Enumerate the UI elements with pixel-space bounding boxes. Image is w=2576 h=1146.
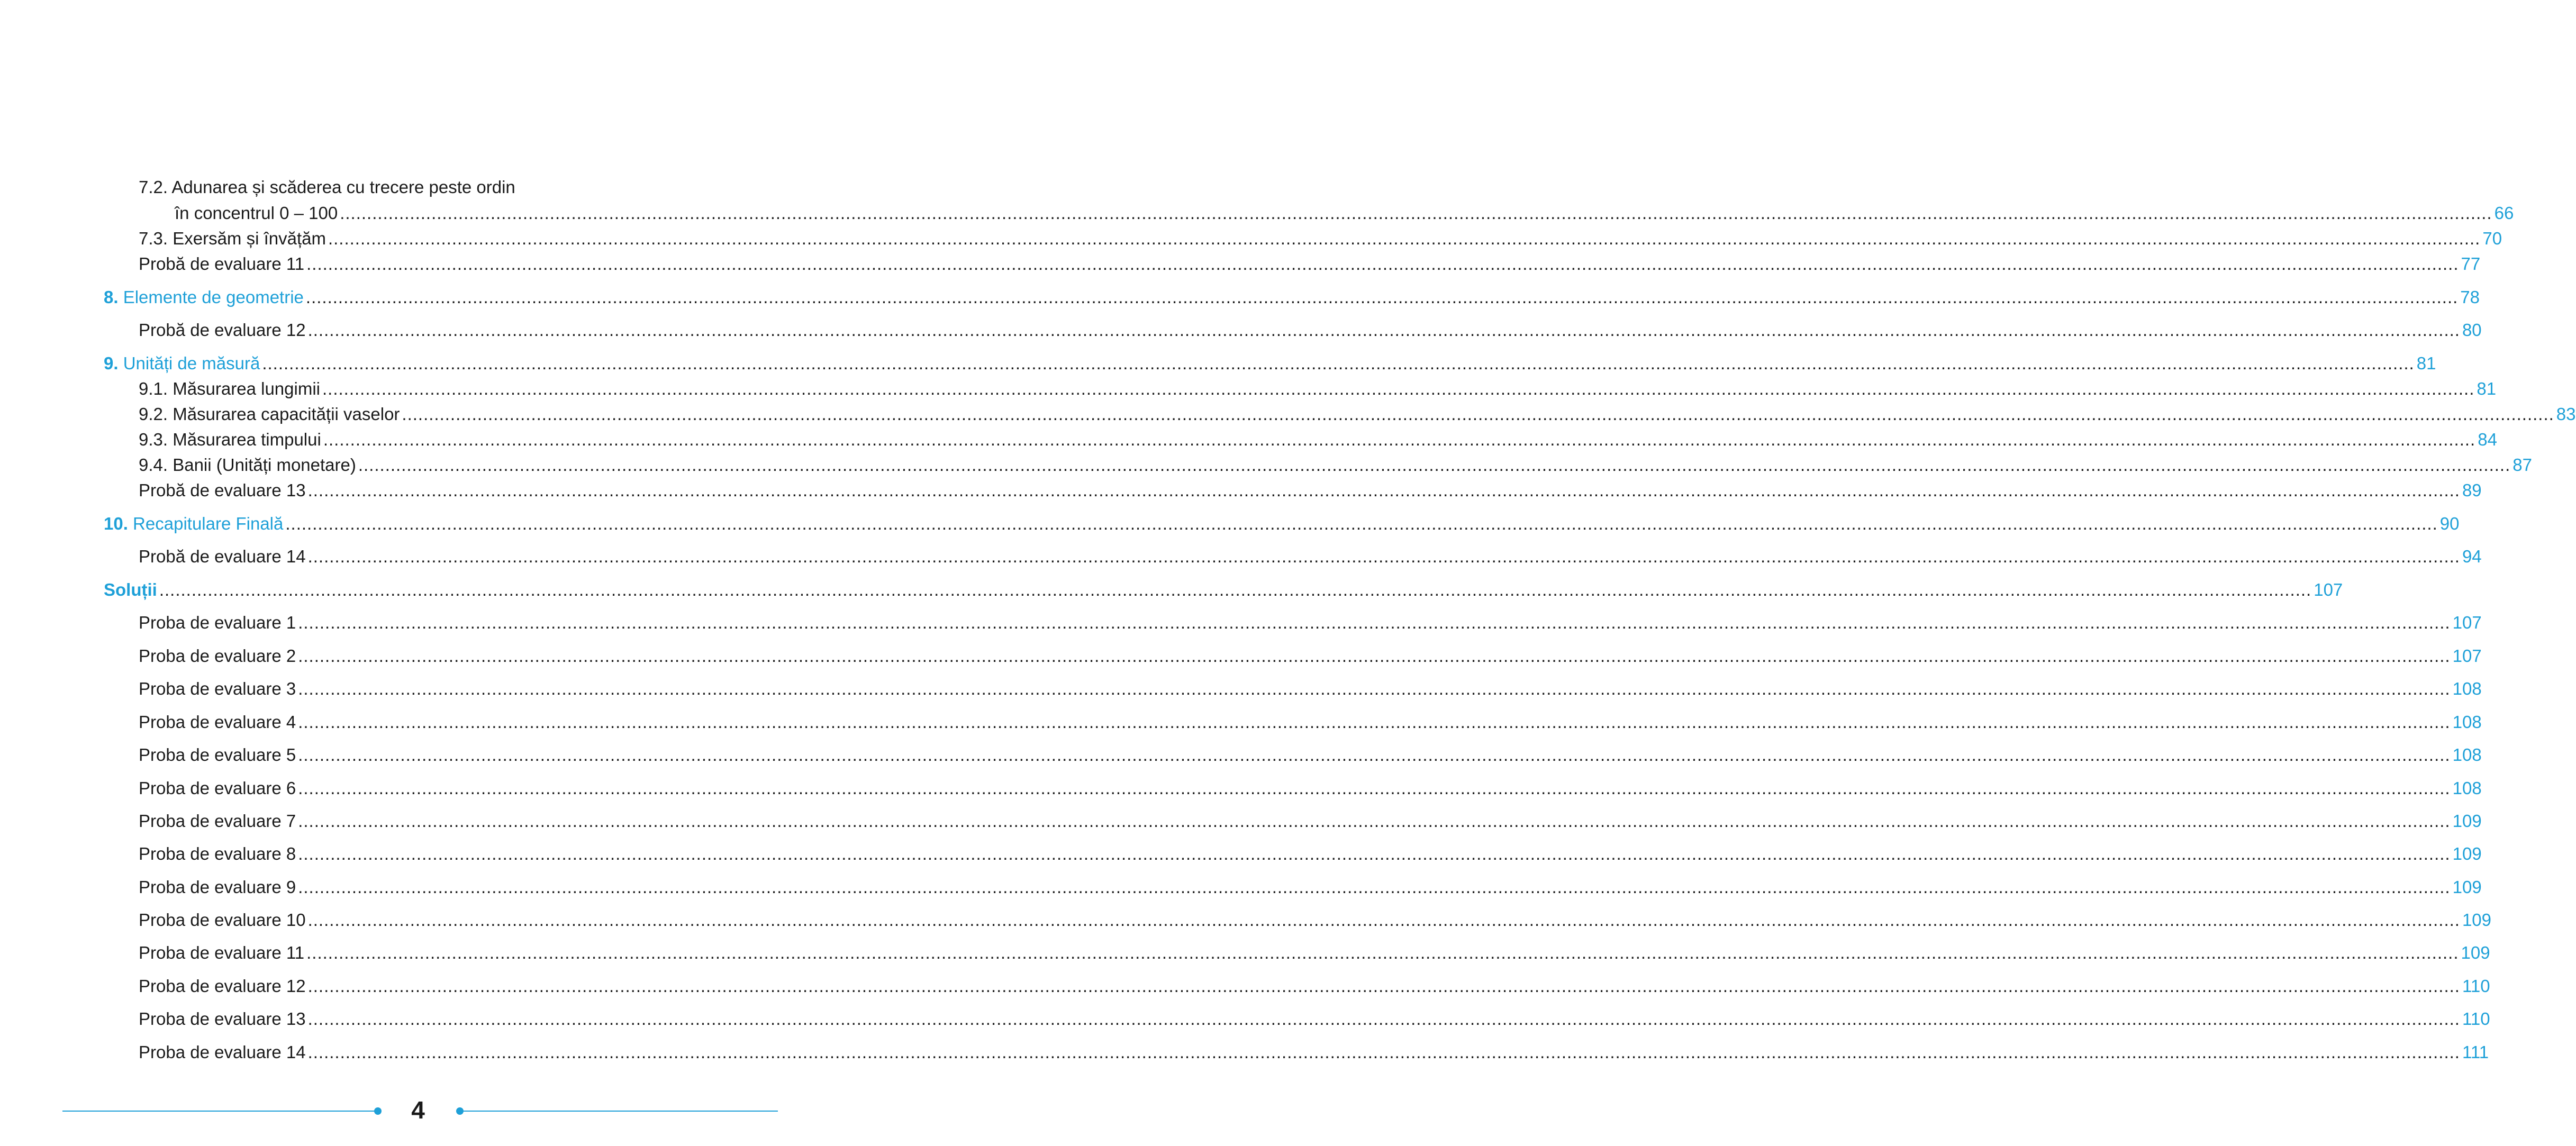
- toc-page-number[interactable]: 107: [2452, 646, 2482, 666]
- toc-entry-label: Probă de evaluare 14: [139, 547, 306, 566]
- toc-page-number[interactable]: 83: [2556, 404, 2576, 424]
- page-number: 4: [411, 1096, 425, 1124]
- chapter-title-text: Unități de măsură: [123, 353, 260, 373]
- toc-entry-label: Proba de evaluare 8: [139, 844, 296, 863]
- toc-entry-label: 9.1. Măsurarea lungimii: [139, 379, 320, 398]
- dot-leader: ................................................................................................................................................................................................................................................................................................................................................................................................................: [402, 404, 2554, 424]
- toc-entry[interactable]: [139, 403, 2576, 426]
- dot-leader: ................................................................................................................................................................................................................................................................................................................................................................................................................: [298, 778, 2451, 798]
- dot-leader: ................................................................................................................................................................................................................................................................................................................................................................................................................: [306, 254, 2459, 274]
- toc-entry[interactable]: [139, 777, 2482, 800]
- toc-page-number[interactable]: 90: [2439, 514, 2460, 533]
- toc-entry-label: Proba de evaluare 6: [139, 778, 296, 798]
- toc-page-number[interactable]: 109: [2461, 943, 2490, 962]
- toc-chapter-title: [104, 286, 304, 309]
- dot-leader: ................................................................................................................................................................................................................................................................................................................................................................................................................: [298, 844, 2451, 863]
- toc-entry[interactable]: [139, 611, 2482, 634]
- dot-leader: ................................................................................................................................................................................................................................................................................................................................................................................................................: [307, 910, 2460, 930]
- toc-entry[interactable]: [139, 428, 2497, 451]
- toc-chapter-title: [104, 352, 260, 375]
- toc-entry-label: Proba de evaluare 10: [139, 910, 306, 930]
- toc-entry[interactable]: [139, 743, 2482, 767]
- dot-leader: ................................................................................................................................................................................................................................................................................................................................................................................................................: [298, 811, 2451, 831]
- toc-entry-label: Proba de evaluare 14: [139, 1042, 306, 1062]
- dot-leader: ................................................................................................................................................................................................................................................................................................................................................................................................................: [307, 480, 2460, 500]
- toc-entry-label: Probă de evaluare 13: [139, 480, 306, 500]
- toc-entry[interactable]: [139, 227, 2502, 250]
- toc-page-number[interactable]: 84: [2478, 430, 2497, 449]
- toc-page-number[interactable]: 107: [2314, 580, 2343, 599]
- toc-entry[interactable]: [139, 545, 2482, 568]
- dot-leader: ................................................................................................................................................................................................................................................................................................................................................................................................................: [305, 287, 2459, 307]
- chapter-title-text: Recapitulare Finală: [133, 514, 284, 533]
- toc-page-number[interactable]: 81: [2416, 353, 2436, 373]
- toc-page-number[interactable]: 80: [2462, 320, 2482, 340]
- footer-dot-left: [374, 1107, 382, 1115]
- toc-page-number[interactable]: 66: [2494, 203, 2514, 223]
- toc-entry-label: 9.2. Măsurarea capacității vaselor: [139, 404, 400, 424]
- toc-entry-label: Probă de evaluare 12: [139, 320, 306, 340]
- chapter-number: 9.: [104, 353, 119, 373]
- toc-entry[interactable]: [139, 176, 515, 199]
- toc-entry-label: 7.3. Exersăm și învățăm: [139, 229, 326, 248]
- dot-leader: ................................................................................................................................................................................................................................................................................................................................................................................................................: [307, 320, 2460, 340]
- toc-page-number[interactable]: 87: [2512, 455, 2532, 475]
- toc-page-number[interactable]: 109: [2452, 877, 2482, 897]
- toc-entry-label: 7.2. Adunarea și scăderea cu trecere peste ordin: [139, 177, 515, 197]
- dot-leader: ................................................................................................................................................................................................................................................................................................................................................................................................................: [307, 1042, 2460, 1062]
- dot-leader: ................................................................................................................................................................................................................................................................................................................................................................................................................: [262, 353, 2415, 373]
- toc-chapter-title: [104, 512, 283, 535]
- toc-chapter-entry[interactable]: [104, 286, 2480, 309]
- toc-entry-label: 9.3. Măsurarea timpului: [139, 430, 321, 449]
- toc-chapter-entry[interactable]: [104, 578, 2343, 602]
- toc-entry-label: Proba de evaluare 9: [139, 877, 296, 897]
- chapter-title-text: Elemente de geometrie: [123, 287, 304, 307]
- toc-page-number[interactable]: 94: [2462, 547, 2482, 566]
- dot-leader: ................................................................................................................................................................................................................................................................................................................................................................................................................: [298, 745, 2451, 765]
- dot-leader: ................................................................................................................................................................................................................................................................................................................................................................................................................: [340, 203, 2492, 223]
- dot-leader: ................................................................................................................................................................................................................................................................................................................................................................................................................: [298, 679, 2451, 698]
- footer-rule-right: [460, 1111, 778, 1112]
- dot-leader: ................................................................................................................................................................................................................................................................................................................................................................................................................: [323, 430, 2476, 449]
- toc-entry[interactable]: [139, 1007, 2490, 1031]
- dot-leader: ................................................................................................................................................................................................................................................................................................................................................................................................................: [298, 613, 2451, 632]
- toc-page-number[interactable]: 70: [2482, 229, 2502, 248]
- toc-page-number[interactable]: 77: [2461, 254, 2481, 274]
- toc-page-number[interactable]: 107: [2452, 613, 2482, 632]
- toc-entry[interactable]: [139, 319, 2482, 342]
- chapter-number: 10.: [104, 514, 128, 533]
- toc-entry-label: 9.4. Banii (Unități monetare): [139, 455, 356, 475]
- toc-page-number[interactable]: 78: [2460, 287, 2480, 307]
- page-footer: [0, 1095, 833, 1127]
- toc-entry[interactable]: [139, 908, 2492, 932]
- toc-entry[interactable]: [139, 876, 2482, 899]
- dot-leader: ................................................................................................................................................................................................................................................................................................................................................................................................................: [328, 229, 2481, 248]
- footer-rule-left: [62, 1111, 378, 1112]
- toc-page-number[interactable]: 108: [2452, 778, 2482, 798]
- dot-leader: ................................................................................................................................................................................................................................................................................................................................................................................................................: [159, 580, 2312, 599]
- toc-entry-label: Proba de evaluare 4: [139, 712, 296, 732]
- toc-page-number[interactable]: 108: [2452, 745, 2482, 765]
- toc-entry-label: în concentrul 0 – 100: [175, 203, 338, 223]
- toc-entry-label: Proba de evaluare 12: [139, 976, 306, 996]
- toc-entry[interactable]: [139, 810, 2482, 833]
- dot-leader: ................................................................................................................................................................................................................................................................................................................................................................................................................: [306, 943, 2459, 962]
- toc-entry[interactable]: [139, 842, 2482, 866]
- toc-entry-label: Proba de evaluare 11: [139, 943, 305, 962]
- dot-leader: ................................................................................................................................................................................................................................................................................................................................................................................................................: [285, 514, 2438, 533]
- toc-page-number[interactable]: 108: [2452, 712, 2482, 732]
- toc-entry[interactable]: [139, 975, 2490, 998]
- toc-page-number[interactable]: 109: [2452, 811, 2482, 831]
- toc-chapter-title: [104, 578, 157, 602]
- toc-page-number[interactable]: 89: [2462, 480, 2482, 500]
- toc-entry[interactable]: [139, 377, 2497, 401]
- toc-entry[interactable]: [139, 453, 2532, 477]
- chapter-number: 8.: [104, 287, 119, 307]
- toc-chapter-entry[interactable]: [104, 512, 2460, 535]
- dot-leader: ................................................................................................................................................................................................................................................................................................................................................................................................................: [298, 877, 2451, 897]
- toc-entry-label: Probă de evaluare 11: [139, 254, 305, 274]
- toc-page-number[interactable]: 110: [2462, 976, 2490, 996]
- toc-entry[interactable]: [139, 644, 2482, 668]
- dot-leader: ................................................................................................................................................................................................................................................................................................................................................................................................................: [307, 547, 2460, 566]
- dot-leader: ................................................................................................................................................................................................................................................................................................................................................................................................................: [322, 379, 2475, 398]
- toc-entry-label: Proba de evaluare 1: [139, 613, 296, 632]
- toc-chapter-entry[interactable]: [104, 352, 2436, 375]
- toc-page-number[interactable]: 110: [2462, 1009, 2490, 1029]
- toc-page-number[interactable]: 111: [2462, 1042, 2489, 1062]
- toc-entry[interactable]: [139, 711, 2482, 734]
- chapter-number: Soluții: [104, 580, 157, 599]
- toc-entry-label: Proba de evaluare 5: [139, 745, 296, 765]
- toc-entry[interactable]: [139, 252, 2481, 276]
- toc-entry[interactable]: [139, 941, 2490, 965]
- toc-page-number[interactable]: 109: [2452, 844, 2482, 863]
- toc-entry-label: Proba de evaluare 7: [139, 811, 296, 831]
- toc-page-number[interactable]: 108: [2452, 679, 2482, 698]
- toc-entry-label: Proba de evaluare 3: [139, 679, 296, 698]
- toc-entry-label: Proba de evaluare 13: [139, 1009, 306, 1029]
- dot-leader: ................................................................................................................................................................................................................................................................................................................................................................................................................: [298, 646, 2451, 666]
- dot-leader: ................................................................................................................................................................................................................................................................................................................................................................................................................: [358, 455, 2511, 475]
- toc-entry[interactable]: [139, 677, 2482, 701]
- dot-leader: ................................................................................................................................................................................................................................................................................................................................................................................................................: [298, 712, 2451, 732]
- dot-leader: ................................................................................................................................................................................................................................................................................................................................................................................................................: [307, 976, 2460, 996]
- toc-entry[interactable]: [175, 202, 2514, 225]
- toc-page-number[interactable]: 81: [2477, 379, 2497, 398]
- dot-leader: ................................................................................................................................................................................................................................................................................................................................................................................................................: [307, 1009, 2460, 1029]
- toc-entry-label: Proba de evaluare 2: [139, 646, 296, 666]
- toc-page-number[interactable]: 109: [2462, 910, 2492, 930]
- toc-entry[interactable]: [139, 479, 2482, 502]
- toc-entry[interactable]: [139, 1041, 2489, 1064]
